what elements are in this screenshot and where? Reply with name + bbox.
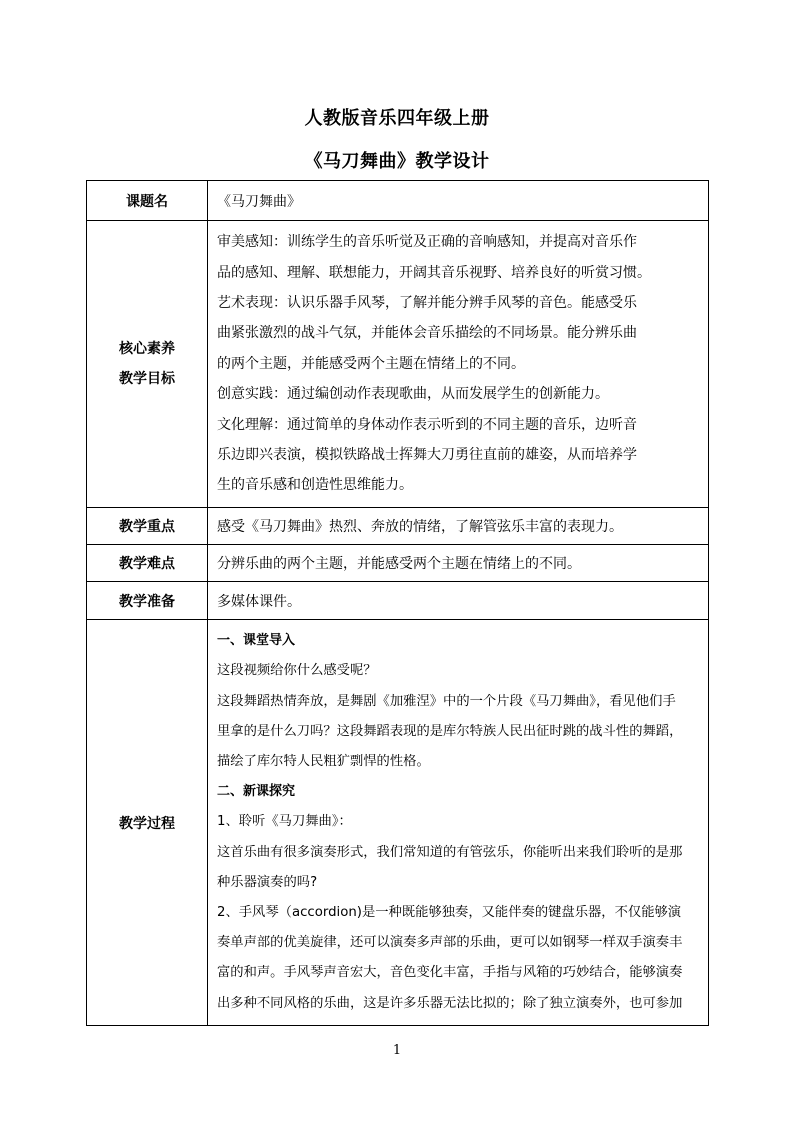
row-value-process — [208, 620, 709, 1026]
row-label-topic: 课题名 — [87, 181, 208, 221]
goal-line: 文化理解：通过简单的身体动作表示听到的不同主题的音乐，边听音 — [217, 416, 637, 433]
row-label-prep: 教学准备 — [87, 582, 208, 620]
goal-line: 品的感知、理解、联想能力，开阔其音乐视野、培养良好的听赏习惯。 — [217, 264, 651, 281]
lesson-plan-table — [86, 180, 709, 1026]
goal-line: 曲紧张激烈的战斗气氛，并能体会音乐描绘的不同场景。能分辨乐曲 — [217, 325, 637, 342]
process-line: 这段舞蹈热情奔放，是舞剧《加雅涅》中的一个片段《马刀舞曲》，看见他们手 — [217, 693, 676, 709]
row-label-goals — [87, 221, 208, 508]
process-line: 1、聆听《马刀舞曲》： — [217, 814, 352, 830]
process-line: 富的和声。手风琴声音宏大，音色变化丰富，手指与风箱的巧妙结合，能够演奏 — [217, 965, 683, 981]
table-row-prep — [87, 582, 709, 620]
section-heading: 二、新课探究 — [217, 784, 296, 800]
row-label-difficulty: 教学难点 — [87, 545, 208, 582]
process-line: 种乐器演奏的吗? — [217, 874, 318, 890]
document-title: 人教版音乐四年级上册 — [304, 108, 490, 129]
goal-line: 创意实践：通过编创动作表现歌曲，从而发展学生的创新能力。 — [217, 386, 609, 403]
row-label-goals-line1: 核心素养 — [119, 341, 175, 357]
row-label-process: 教学过程 — [87, 620, 208, 1026]
process-line: 出多种不同风格的乐曲，这是许多乐器无法比拟的；除了独立演奏外，也可参加 — [217, 995, 683, 1011]
table-row-difficulty — [87, 545, 709, 582]
table-row-goals — [87, 221, 709, 508]
table-row-process — [87, 620, 709, 1026]
row-value-difficulty: 分辨乐曲的两个主题，并能感受两个主题在情绪上的不同。 — [208, 545, 709, 582]
table-row-topic — [87, 181, 709, 221]
goal-line: 生的音乐感和创造性思维能力。 — [217, 477, 413, 494]
process-line: 这段视频给你什么感受呢？ — [217, 663, 377, 679]
row-label-goals-line2: 教学目标 — [119, 371, 175, 387]
page-number: 1 — [392, 1043, 402, 1058]
process-line: 里拿的是什么刀吗？这段舞蹈表现的是库尔特族人民出征时跳的战斗性的舞蹈， — [217, 723, 683, 739]
process-line: 奏单声部的优美旋律，还可以演奏多声部的乐曲，更可以如钢琴一样双手演奏丰 — [217, 935, 683, 951]
goal-line: 乐边即兴表演，模拟铁路战士挥舞大刀勇往直前的雄姿，从而培养学 — [217, 447, 637, 464]
goal-line: 审美感知：训练学生的音乐听觉及正确的音响感知，并提高对音乐作 — [217, 234, 637, 251]
section-heading: 一、课堂导入 — [217, 633, 296, 649]
goal-line: 的两个主题，并能感受两个主题在情绪上的不同。 — [217, 355, 525, 372]
row-value-topic: 《马刀舞曲》 — [208, 181, 709, 221]
row-value-focus: 感受《马刀舞曲》热烈、奔放的情绪，了解管弦乐丰富的表现力。 — [208, 508, 709, 545]
process-line: 2、手风琴（accordion)是一种既能够独奏，又能伴奏的键盘乐器，不仅能够演 — [217, 905, 682, 920]
row-value-prep: 多媒体课件。 — [208, 582, 709, 620]
table-row-focus — [87, 508, 709, 545]
document-subtitle: 《马刀舞曲》教学设计 — [304, 151, 490, 172]
row-value-goals — [208, 221, 709, 508]
row-label-focus: 教学重点 — [87, 508, 208, 545]
process-line: 描绘了库尔特人民粗犷剽悍的性格。 — [217, 753, 430, 769]
process-line: 这首乐曲有很多演奏形式，我们常知道的有管弦乐，你能听出来我们聆听的是那 — [217, 844, 683, 860]
goal-line: 艺术表现：认识乐器手风琴，了解并能分辨手风琴的音色。能感受乐 — [217, 294, 637, 311]
